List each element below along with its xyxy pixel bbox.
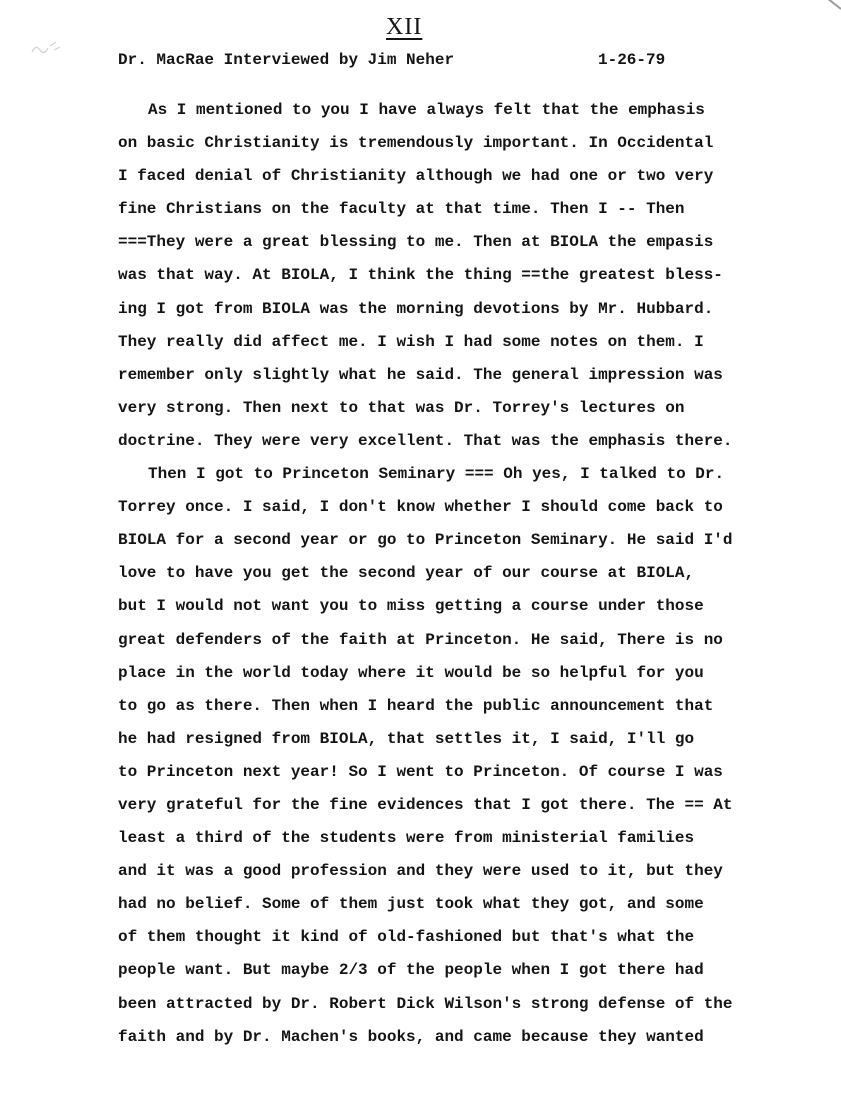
text-line: on basic Christianity is tremendously important. In Occidental: [118, 134, 714, 153]
text-line: love to have you get the second year of our course at BIOLA,: [118, 564, 695, 583]
text-line: of them thought it kind of old-fashioned but that's what the: [118, 928, 695, 947]
text-line: great defenders of the faith at Princeton. He said, There is no: [118, 630, 723, 649]
text-line: faith and by Dr. Machen's books, and came because they wanted: [118, 1027, 704, 1046]
text-line: was that way. At BIOLA, I think the thing ==the greatest bless-: [118, 266, 723, 285]
text-line: but I would not want you to miss getting a course under those: [118, 597, 704, 616]
page-number: XII: [386, 14, 423, 40]
text-line: doctrine. They were very excellent. That was the emphasis there.: [118, 431, 733, 450]
text-line: very grateful for the fine evidences that I got there. The == At: [118, 795, 733, 814]
text-line: least a third of the students were from ministerial families: [118, 829, 695, 848]
text-line: had no belief. Some of them just took what they got, and some: [118, 895, 704, 914]
text-line: ing I got from BIOLA was the morning devotions by Mr. Hubbard.: [118, 299, 714, 318]
text-line: fine Christians on the faculty at that time. Then I -- Then: [118, 200, 685, 219]
text-line: Torrey once. I said, I don't know whether I should come back to: [118, 498, 723, 517]
text-line: been attracted by Dr. Robert Dick Wilson's strong defense of the: [118, 994, 733, 1013]
header-date: 1-26-79: [598, 51, 666, 69]
text-line: As I mentioned to you I have always felt that the emphasis: [148, 101, 705, 119]
text-line: I faced denial of Christianity although we had one or two very: [118, 167, 714, 186]
text-line: BIOLA for a second year or go to Princeton Seminary. He said I'd: [118, 531, 733, 550]
text-line: people want. But maybe 2/3 of the people when I got there had: [118, 961, 704, 980]
transcript-body: [118, 94, 818, 1054]
text-line: to Princeton next year! So I went to Princeton. Of course I was: [118, 762, 723, 781]
header-title: Dr. MacRae Interviewed by Jim Neher: [118, 51, 455, 69]
corner-scan-mark: [817, 0, 841, 10]
text-line: remember only slightly what he said. The general impression was: [118, 365, 723, 384]
text-line: he had resigned from BIOLA, that settles it, I said, I'll go: [118, 729, 695, 748]
text-line: Then I got to Princeton Seminary === Oh yes, I talked to Dr.: [148, 465, 725, 484]
text-line: place in the world today where it would be so helpful for you: [118, 663, 704, 682]
text-line: very strong. Then next to that was Dr. Torrey's lectures on: [118, 398, 685, 417]
text-line: to go as there. Then when I heard the public announcement that: [118, 696, 714, 715]
text-line: and it was a good profession and they were used to it, but they: [118, 862, 723, 881]
text-line: ===They were a great blessing to me. Then at BIOLA the empasis: [118, 233, 714, 252]
pencil-smudge-mark: [30, 38, 64, 58]
text-line: They really did affect me. I wish I had some notes on them. I: [118, 332, 704, 351]
